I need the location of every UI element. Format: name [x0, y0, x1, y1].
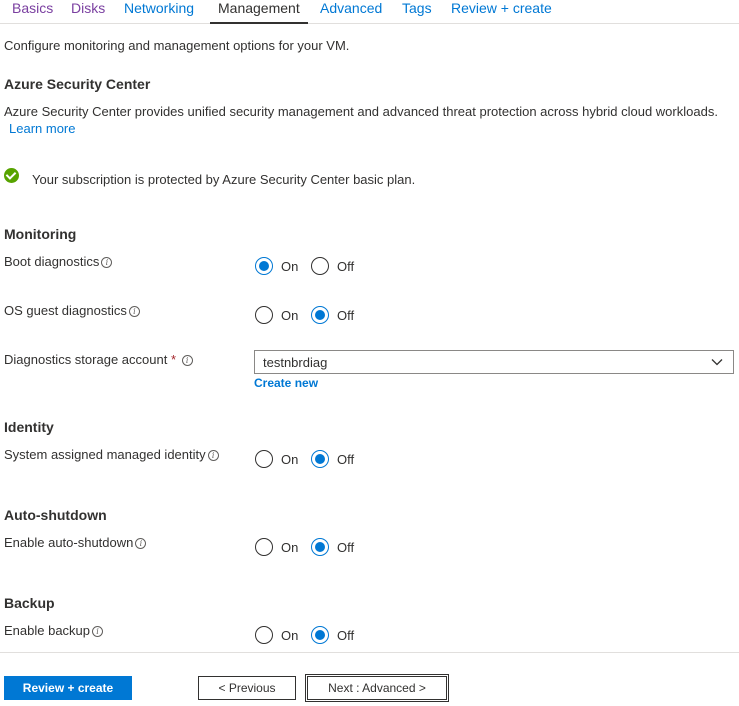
monitoring-heading: Monitoring [4, 226, 77, 242]
tab-networking[interactable]: Networking [124, 0, 195, 16]
info-icon[interactable]: i [135, 538, 146, 549]
info-icon[interactable]: i [129, 306, 140, 317]
tab-bar [0, 0, 739, 24]
info-icon[interactable]: i [182, 355, 193, 366]
learn-more-link[interactable]: Learn more [9, 121, 76, 136]
boot-diagnostics-on-label: On [281, 259, 299, 274]
boot-diagnostics-off-label: Off [337, 259, 355, 274]
tab-tags[interactable]: Tags [402, 0, 432, 16]
managed-identity-off-label: Off [337, 452, 355, 467]
auto-shutdown-on-radio[interactable] [255, 538, 273, 556]
auto-shutdown-heading: Auto-shutdown [4, 507, 107, 523]
required-mark: * [170, 352, 176, 367]
backup-on-label: On [281, 628, 299, 643]
os-guest-diagnostics-on-label: On [281, 308, 299, 323]
os-guest-diagnostics-off-label: Off [337, 308, 355, 323]
os-guest-diagnostics-on-radio[interactable] [255, 306, 273, 324]
info-icon[interactable]: i [92, 626, 103, 637]
security-center-description: Azure Security Center provides unified security management and advanced threat protection across hybrid cloud workloads. [4, 104, 718, 119]
backup-on-radio[interactable] [255, 626, 273, 644]
storage-account-value: testnbrdiag [263, 355, 328, 370]
storage-account-dropdown[interactable] [254, 350, 734, 374]
tab-basics[interactable]: Basics [12, 0, 54, 16]
tab-disks[interactable]: Disks [71, 0, 106, 16]
auto-shutdown-off-label: Off [337, 540, 355, 555]
backup-off-label: Off [337, 628, 355, 643]
info-icon[interactable]: i [208, 450, 219, 461]
managed-identity-on-label: On [281, 452, 299, 467]
auto-shutdown-on-label: On [281, 540, 299, 555]
boot-diagnostics-off-radio[interactable] [311, 257, 329, 275]
chevron-down-icon [711, 356, 723, 368]
backup-label: Enable backup i [4, 623, 103, 638]
next-advanced-button[interactable]: Next : Advanced > [307, 676, 447, 700]
security-center-heading: Azure Security Center [4, 76, 151, 92]
storage-account-label: Diagnostics storage account * i [4, 352, 193, 367]
os-guest-diagnostics-label: OS guest diagnostics i [4, 303, 140, 318]
security-status-text: Your subscription is protected by Azure Security Center basic plan. [32, 172, 416, 187]
os-guest-diagnostics-off-radio[interactable] [311, 306, 329, 324]
create-new-link[interactable]: Create new [254, 376, 319, 390]
auto-shutdown-off-radio[interactable] [311, 538, 329, 556]
info-icon[interactable]: i [101, 257, 112, 268]
review-create-button[interactable]: Review + create [4, 676, 132, 700]
tab-management[interactable]: Management [210, 0, 308, 24]
boot-diagnostics-label: Boot diagnostics i [4, 254, 112, 269]
managed-identity-label: System assigned managed identity i [4, 447, 219, 462]
backup-off-radio[interactable] [311, 626, 329, 644]
managed-identity-on-radio[interactable] [255, 450, 273, 468]
managed-identity-off-radio[interactable] [311, 450, 329, 468]
previous-button[interactable]: < Previous [198, 676, 296, 700]
tab-review-create[interactable]: Review + create [451, 0, 552, 16]
intro-text: Configure monitoring and management options for your VM. [4, 38, 350, 53]
auto-shutdown-label: Enable auto-shutdown i [4, 535, 146, 550]
footer-divider [0, 652, 739, 653]
identity-heading: Identity [4, 419, 54, 435]
tab-advanced[interactable]: Advanced [320, 0, 383, 16]
boot-diagnostics-on-radio[interactable] [255, 257, 273, 275]
backup-heading: Backup [4, 595, 55, 611]
success-check-icon [4, 168, 19, 183]
